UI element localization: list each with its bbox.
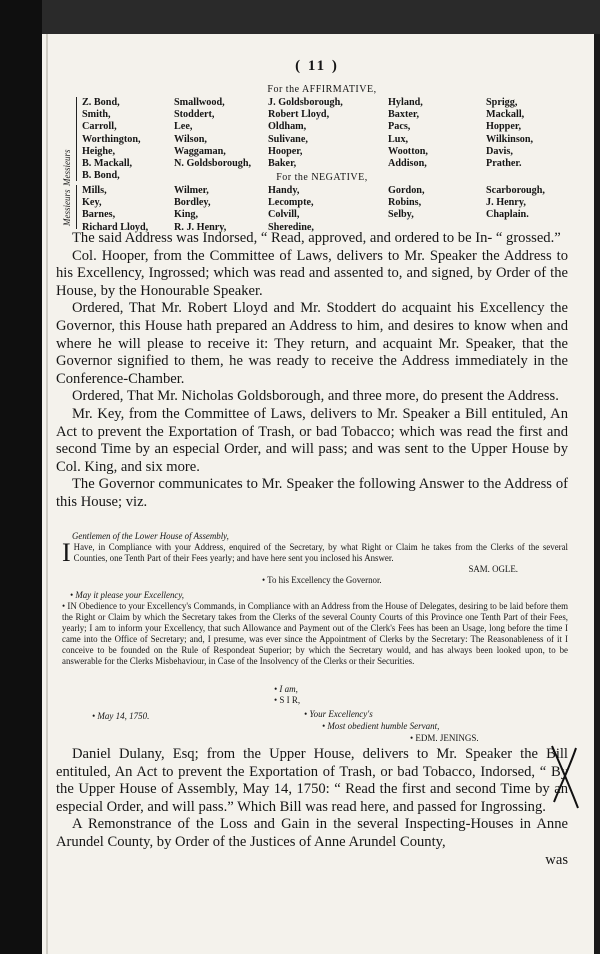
paragraph: Mr. Key, from the Committee of Laws, delivers to Mr. Speaker a Bill entituled, An Act to prevent the Exportation of Trash, or bad Tobacco; which was read the first and second Time by an especial Order, and will pass; and was sent to the Upper House by Col. King, and six more.: [56, 405, 568, 475]
body-text-bottom: [56, 746, 568, 869]
member: Davis,: [486, 145, 513, 157]
letter-address: • To his Excellency the Governor.: [262, 575, 382, 585]
negative-votes: [82, 185, 552, 235]
document-page: [42, 34, 594, 954]
page-edge: [46, 34, 48, 954]
affirmative-header: For the AFFIRMATIVE,: [267, 84, 377, 95]
member: Robert Lloyd,: [268, 109, 330, 121]
paragraph: The said Address was Indorsed, “ Read, approved, and ordered to be In- “ grossed.”: [72, 230, 561, 246]
member: Lee,: [174, 121, 193, 133]
member: B. Mackall,: [82, 157, 133, 169]
member: Mills,: [82, 185, 107, 196]
member: Chaplain.: [486, 209, 529, 221]
member: R. J. Henry,: [174, 221, 227, 233]
member: Baker,: [268, 157, 297, 169]
member: Wilkinson,: [486, 133, 534, 145]
negative-col-5: [486, 185, 545, 222]
member: Sprigg,: [486, 97, 518, 108]
closing-your-excellency: • Your Excellency's: [304, 709, 373, 719]
paragraph: A Remonstrance of the Loss and Gain in the several Inspecting-Houses in Anne Arundel County, by Order of the Justices of Anne Arundel County,: [56, 816, 568, 850]
member: Addison,: [388, 157, 427, 169]
negative-col-4: [388, 185, 425, 222]
member: J. Goldsborough,: [268, 97, 343, 108]
member: Smith,: [82, 109, 111, 121]
governor-letter: [62, 531, 568, 586]
letter-salutation: Gentlemen of the Lower House of Assembly,: [72, 531, 229, 541]
member: Smallwood,: [174, 97, 225, 108]
affirmative-col-2: [174, 97, 251, 170]
paragraph: Col. Hooper, from the Committee of Laws, delivers to Mr. Speaker the Address to his Excellency, Ingrossed; which was read and assented to, and signed, by Order of the House, by the Honourable Speaker.: [56, 247, 568, 299]
member: Prather.: [486, 157, 522, 169]
member: Carroll,: [82, 121, 117, 133]
member: J. Henry,: [486, 197, 526, 209]
letter-date: • May 14, 1750.: [92, 711, 150, 721]
member: Sulivane,: [268, 133, 308, 145]
closing-i-am: • I am,: [274, 684, 298, 694]
member: Lux,: [388, 133, 409, 145]
member: King,: [174, 209, 199, 221]
member: Baxter,: [388, 109, 420, 121]
member: Handy,: [268, 185, 300, 196]
member: Robins,: [388, 197, 422, 209]
member: Gordon,: [388, 185, 425, 196]
negative-col-2: [174, 185, 226, 234]
member: Heighe,: [82, 145, 116, 157]
letter-signature: SAM. OGLE.: [468, 564, 518, 574]
member: Hooper,: [268, 145, 303, 157]
member: Richard Lloyd,: [82, 221, 149, 233]
member: Wilson,: [174, 133, 207, 145]
affirmative-label: Messieurs: [62, 149, 72, 186]
handwritten-x-mark: [548, 742, 582, 812]
member: Z. Bond,: [82, 97, 120, 108]
affirmative-col-4: [388, 97, 428, 170]
catchword: was: [545, 851, 568, 868]
member: Selby,: [388, 209, 414, 221]
secretary-letter: [62, 590, 568, 667]
member: Bordley,: [174, 197, 211, 209]
letter-signature: • EDM. JENINGS.: [410, 733, 479, 743]
member: Key,: [82, 197, 102, 209]
paragraph: The Governor communicates to Mr. Speaker the following Answer to the Address of this House; viz.: [56, 476, 568, 510]
affirmative-brace: [76, 97, 77, 181]
member: Scarborough,: [486, 185, 545, 196]
scan-top-margin: [42, 0, 600, 34]
member: Mackall,: [486, 109, 525, 121]
body-text-top: [56, 230, 568, 512]
scan-left-margin: [0, 0, 42, 954]
member: Sheredine,: [268, 221, 314, 233]
member: N. Goldsborough,: [174, 157, 252, 169]
member: Worthington,: [82, 133, 141, 145]
letter-text: Have, in Compliance with your Address, enquired of the Secretary, by what Right or Claim he takes from the Clerks of the several Counties, one Tenth Part of their Fees yearly; and have here sent you inclosed his Answer.: [73, 542, 568, 563]
member: Wootton,: [388, 145, 428, 157]
closing-servant: • Most obedient humble Servant,: [322, 721, 440, 731]
letter-body: [62, 538, 568, 567]
closing-sir: • S I R,: [274, 695, 301, 705]
paragraph: Ordered, That Mr. Nicholas Goldsborough, and three more, do present the Address.: [72, 388, 559, 405]
member: Wilmer,: [174, 185, 209, 196]
member: Oldham,: [268, 121, 307, 133]
letter-text: • IN Obedience to your Excellency's Commands, in Compliance with an Address from the House of Delegates, desiring to be laid before them the Right or Claim by which the Secretary takes from the Clerks of the several County Courts of this Province one Tenth Part of their Fees, yearly; I am to inform your Excellency, that such Allowance and Payment out of the Clerk's Fees has been an Usage, long before the time I came into the Office of Secretary; and, I presume, was ever since the Appointment of Clerks by the Secretary: The Reasonableness of it I conceive to be founded on the Rule of Respondeat Superior; by which the Secretary would, and has always been looked upon, to be answerable for the Clerks Misbehaviour, in Case of the Insolvency of the Clerks or their Securities.: [62, 601, 568, 666]
member: Waggaman,: [174, 145, 226, 157]
negative-header: For the NEGATIVE,: [276, 172, 368, 183]
page-number: ( 11 ): [295, 58, 339, 74]
affirmative-col-5: [486, 97, 533, 170]
member: Lecompte,: [268, 197, 314, 209]
negative-col-3: [268, 185, 314, 234]
paragraph: Ordered, That Mr. Robert Lloyd and Mr. Stoddert do acquaint his Excellency the Governor, this House hath prepared an Address to him, and desires to know when and where he will please to receive it: They return, and acquaint Mr. Speaker, that the Governor signified to them, he was ready to receive the Address immediately in the Conference-Chamber.: [56, 300, 568, 387]
member: Barnes,: [82, 209, 116, 221]
affirmative-col-1: [82, 97, 141, 182]
negative-brace: [76, 185, 77, 229]
member: Pacs,: [388, 121, 411, 133]
affirmative-col-3: [268, 97, 343, 170]
negative-col-1: [82, 185, 148, 234]
member: Hyland,: [388, 97, 423, 108]
member: Colvill,: [268, 209, 300, 221]
member: Stoddert,: [174, 109, 215, 121]
member: Hopper,: [486, 121, 522, 133]
drop-cap: I: [62, 538, 71, 567]
letter-salutation: • May it please your Excellency,: [70, 590, 184, 600]
negative-label: Messieurs: [62, 189, 72, 226]
paragraph: Daniel Dulany, Esq; from the Upper House, delivers to Mr. Speaker the Bill entituled, An Act to prevent the Exportation of Trash, or bad Tobacco, Indorsed, “ By the Upper House of Assembly, May 14, 1750: “ Read the first and second Time by an especial Order, and will pass.” Which Bill was read here, and passed for Ingrossing.: [56, 746, 568, 815]
member: B. Bond,: [82, 170, 120, 182]
